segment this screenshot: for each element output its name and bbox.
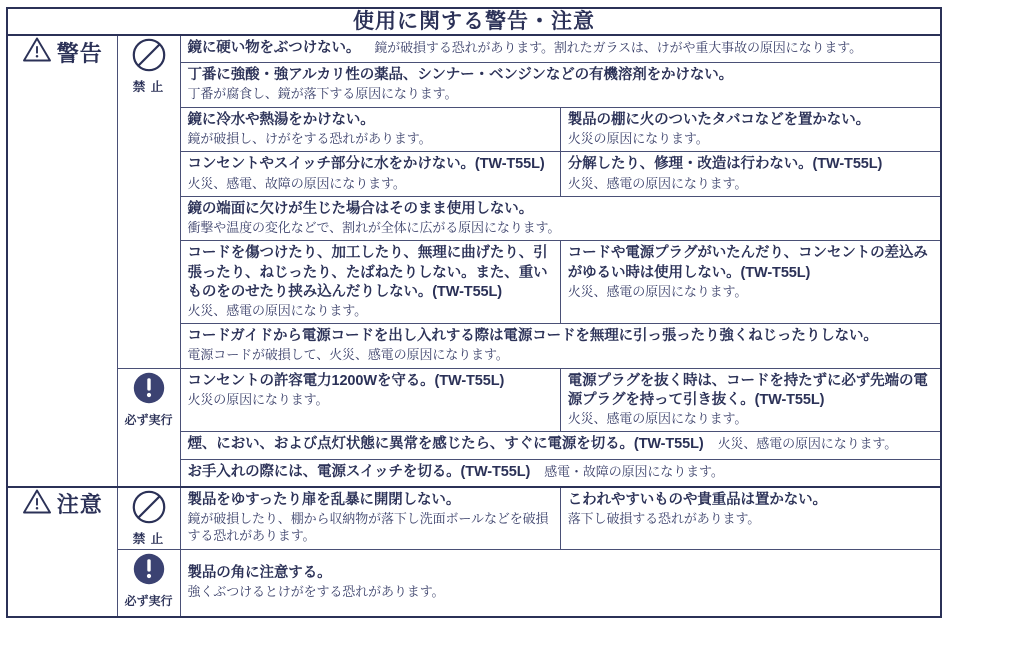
item-instruction: お手入れの際には、電源スイッチを切る。(TW-T55L) xyxy=(187,463,531,480)
level-cell-caution xyxy=(7,487,117,617)
table-row xyxy=(181,152,941,197)
symbol-cell-mandatory-caution xyxy=(117,549,180,617)
item-cell xyxy=(181,36,941,63)
section-warning-row-prohibit xyxy=(7,35,941,368)
table-row xyxy=(181,196,941,241)
table-row xyxy=(181,324,941,368)
table-row xyxy=(181,432,941,459)
symbol-label-prohibit: 禁 止 xyxy=(132,80,165,95)
item-reason: 落下し破損する恐れがあります。 xyxy=(567,510,761,526)
item-cell xyxy=(181,324,941,368)
item-instruction: コードを傷つけたり、加工したり、無理に曲げたり、引張ったり、ねじったり、たばねたりしない。また、重いものをのせたり挟み込んだりしない。(TW-T55L) xyxy=(187,245,548,300)
item-instruction: 製品の棚に火のついたタバコなどを置かない。 xyxy=(567,111,871,128)
item-cell xyxy=(560,488,940,549)
item-instruction: コードや電源プラグがいたんだり、コンセントの差込みがゆるい時は使用しない。(TW-T55L) xyxy=(567,245,928,281)
item-cell xyxy=(560,369,940,432)
title-cell xyxy=(7,8,941,35)
item-instruction: 丁番に強酸・強アルカリ性の薬品、シンナー・ベンジンなどの有機溶剤をかけない。 xyxy=(187,67,734,84)
item-instruction: 鏡に硬い物をぶつけない。 xyxy=(187,40,361,57)
exclamation-filled-circle-icon xyxy=(118,369,180,412)
item-reason: 火災の原因になります。 xyxy=(187,391,329,407)
item-cell xyxy=(181,196,941,241)
item-instruction: コンセントの許容電力1200Wを守る。(TW-T55L) xyxy=(187,372,505,389)
table-row xyxy=(181,36,941,63)
item-reason: 鏡が破損したり、棚から収納物が落下し洗面ボールなどを破損する恐れがあります。 xyxy=(187,510,549,544)
content-cell-caution-mandatory xyxy=(180,549,941,617)
item-reason: 感電・故障の原因になります。 xyxy=(544,463,724,479)
item-reason: 火災、感電の原因になります。 xyxy=(567,283,748,299)
item-cell xyxy=(181,459,941,486)
item-cell xyxy=(181,550,941,617)
prohibition-circle-slash-icon xyxy=(118,36,180,79)
exclamation-filled-circle-icon xyxy=(118,550,180,593)
table-row xyxy=(181,459,941,486)
item-reason: 鏡が破損し、けがをする恐れがあります。 xyxy=(187,130,432,146)
symbol-label-mandatory: 必ず実行 xyxy=(124,412,173,427)
caution-prohibit-items xyxy=(181,488,941,549)
content-cell-warning-prohibit xyxy=(180,35,941,368)
item-instruction: コンセントやスイッチ部分に水をかけない。(TW-T55L) xyxy=(187,156,545,173)
section-warning-row-mandatory xyxy=(7,368,941,486)
item-cell xyxy=(181,152,561,197)
item-instruction: 製品の角に注意する。 xyxy=(187,564,332,581)
item-instruction: 製品をゆすったり扉を乱暴に開閉しない。 xyxy=(187,491,461,508)
table-row xyxy=(181,107,941,152)
item-reason: 鏡が破損する恐れがあります。割れたガラスは、けがや重大事故の原因になります。 xyxy=(374,40,863,56)
item-reason: 火災の原因になります。 xyxy=(567,130,709,146)
item-instruction: 鏡の端面に欠けが生じた場合はそのまま使用しない。 xyxy=(187,200,534,217)
page-title: 使用に関する警告・注意 xyxy=(353,10,595,33)
level-cell-warning xyxy=(7,35,117,486)
item-cell xyxy=(181,488,561,549)
item-instruction: 電源プラグを抜く時は、コードを持たずに必ず先端の電源プラグを持って引き抜く。(TW-T55L) xyxy=(567,372,928,408)
symbol-label-mandatory: 必ず実行 xyxy=(124,593,173,608)
symbol-cell-mandatory-warning xyxy=(117,368,180,486)
item-reason: 衝撃や温度の変化などで、割れが全体に広がる原因になります。 xyxy=(187,220,561,236)
item-reason: 電源コードが破損して、火災、感電の原因になります。 xyxy=(187,347,509,363)
symbol-cell-prohibit-warning xyxy=(117,35,180,368)
item-instruction: 鏡に冷水や熱湯をかけない。 xyxy=(187,111,375,128)
level-label-warning: 警告 xyxy=(56,40,103,66)
table-row xyxy=(181,550,941,617)
table-row xyxy=(181,63,941,108)
symbol-cell-prohibit-caution xyxy=(117,487,180,549)
section-caution-row-prohibit xyxy=(7,487,941,549)
warning-mandatory-items xyxy=(181,369,941,486)
caution-mandatory-items xyxy=(181,550,941,617)
item-reason: 火災、感電の原因になります。 xyxy=(567,411,748,426)
item-instruction: コードガイドから電源コードを出し入れする際は電源コードを無理に引っ張ったり強くねじったりしない。 xyxy=(187,328,878,345)
item-reason: 火災、感電の原因になります。 xyxy=(187,302,368,318)
item-instruction: こわれやすいものや貴重品は置かない。 xyxy=(567,491,827,508)
item-cell xyxy=(181,432,941,459)
content-cell-caution-prohibit xyxy=(180,487,941,549)
table-row xyxy=(181,369,941,432)
prohibition-circle-slash-icon xyxy=(118,488,180,531)
warning-triangle-icon xyxy=(22,488,52,520)
symbol-label-prohibit: 禁 止 xyxy=(132,531,165,546)
item-cell xyxy=(181,241,561,324)
title-row xyxy=(7,8,941,35)
item-cell xyxy=(560,152,940,197)
table-row xyxy=(181,241,941,324)
content-cell-warning-mandatory xyxy=(180,368,941,486)
item-reason: 火災、感電の原因になります。 xyxy=(717,436,898,452)
item-instruction: 分解したり、修理・改造は行わない。(TW-T55L) xyxy=(567,156,883,173)
item-reason: 丁番が腐食し、鏡が落下する原因になります。 xyxy=(187,86,458,102)
warning-triangle-icon xyxy=(22,36,52,68)
item-reason: 火災、感電の原因になります。 xyxy=(567,175,748,191)
warning-prohibit-items xyxy=(181,36,941,368)
item-cell xyxy=(181,369,561,432)
item-cell xyxy=(181,107,561,152)
item-cell xyxy=(181,63,941,108)
level-label-caution: 注意 xyxy=(56,492,103,518)
item-cell xyxy=(560,107,940,152)
section-caution-row-mandatory xyxy=(7,549,941,617)
item-reason: 火災、感電、故障の原因になります。 xyxy=(187,175,406,191)
warnings-table xyxy=(6,7,942,618)
item-cell xyxy=(560,241,940,324)
item-reason: 強くぶつけるとけがをする恐れがあります。 xyxy=(187,583,445,599)
table-row xyxy=(181,488,941,549)
item-instruction: 煙、におい、および点灯状態に異常を感じたら、すぐに電源を切る。(TW-T55L) xyxy=(187,436,704,453)
